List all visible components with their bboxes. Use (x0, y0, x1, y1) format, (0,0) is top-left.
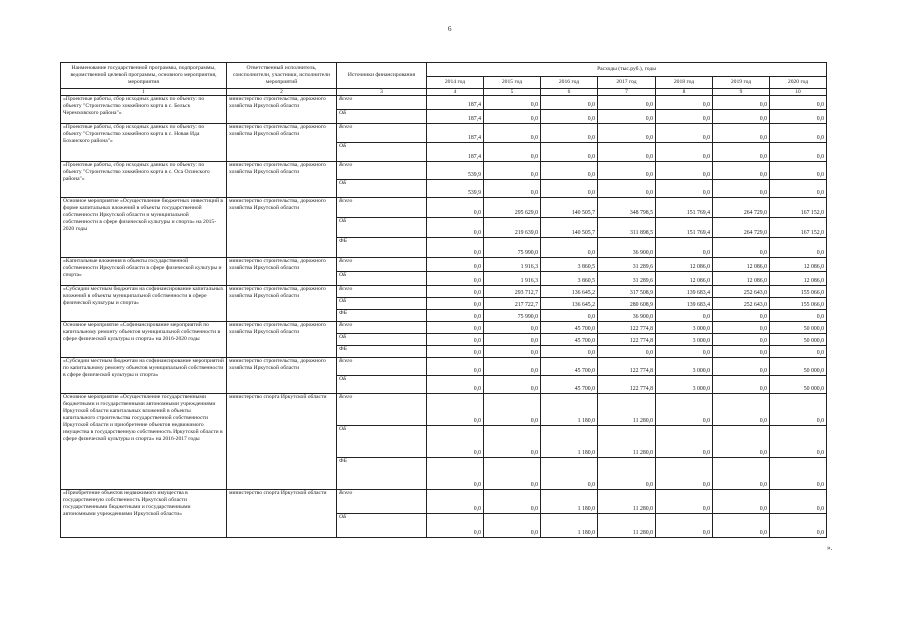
executor-cell: министерство строительства, дорожного хозяйства Иркутской области (227, 322, 337, 358)
amount-cell: 31 289,6 (598, 258, 656, 272)
amount-cell: 0,0 (713, 310, 770, 322)
amount-cell: 0,0 (770, 514, 827, 538)
program-name-cell: «Капитальные вложения в объекты государственной собственности Иркутской области в сфере физической культуры и спорта» (61, 258, 227, 286)
amount-cell: 0,0 (770, 394, 827, 426)
amount-cell: 12 086,0 (770, 258, 827, 272)
funding-source-cell: ОБ (337, 143, 427, 162)
amount-cell: 12 086,0 (713, 272, 770, 286)
amount-cell: 539,9 (427, 180, 484, 198)
amount-cell: 0,0 (484, 96, 541, 110)
executor-cell: министерство строительства, дорожного хозяйства Иркутской области (227, 96, 337, 124)
program-name-cell: «Проектные работы, сбор исходных данных по объекту: по объекту "Строительство хоккейного корта в с. Оса Осинского района"» (61, 162, 227, 198)
trailing-quote-mark: ». (827, 544, 833, 552)
amount-cell: 0,0 (427, 258, 484, 272)
table-row (61, 258, 827, 272)
funding-source-cell: Всего (337, 490, 427, 514)
funding-source-cell: Всего (337, 124, 427, 143)
amount-cell: 252 643,0 (713, 298, 770, 310)
amount-cell: 11 280,0 (598, 426, 656, 458)
table-row (61, 322, 827, 334)
amount-cell: 0,0 (598, 346, 656, 358)
amount-cell: 0,0 (427, 322, 484, 334)
program-name-cell: «Субсидии местным бюджетам на софинансирование мероприятий по капитальному ремонту объектов муниципальной собственности в сфере физической культуры и спорта» (61, 358, 227, 394)
amount-cell: 0,0 (541, 143, 598, 162)
funding-source-cell: ФБ (337, 346, 427, 358)
column-index: 1 (61, 89, 227, 96)
amount-cell: 187,4 (427, 96, 484, 110)
amount-cell: 539,9 (427, 162, 484, 180)
amount-cell: 0,0 (541, 238, 598, 258)
amount-cell: 45 700,0 (541, 358, 598, 376)
amount-cell: 0,0 (656, 490, 713, 514)
amount-cell: 0,0 (713, 426, 770, 458)
funding-source-cell: ОБ (337, 110, 427, 124)
amount-cell: 11 280,0 (598, 514, 656, 538)
program-name-cell: «Проектные работы, сбор исходных данных по объекту: по объекту "Строительство хоккейного корта в с. Новая Ида Боханского района"» (61, 124, 227, 162)
amount-cell: 0,0 (427, 394, 484, 426)
amount-cell: 0,0 (541, 96, 598, 110)
amount-cell: 0,0 (770, 162, 827, 180)
amount-cell: 50 000,0 (770, 358, 827, 376)
funding-source-cell: ОБ (337, 334, 427, 346)
funding-source-cell: Всего (337, 258, 427, 272)
amount-cell: 0,0 (541, 310, 598, 322)
header-year: 2017 год (598, 77, 656, 89)
funding-source-cell: Всего (337, 322, 427, 334)
amount-cell: 0,0 (713, 458, 770, 490)
amount-cell: 0,0 (541, 162, 598, 180)
program-name-cell: Основное мероприятие «Осуществление государственными бюджетными и государственными автономными учреждениями Иркутской области капитальных вложений в объекты капитального строительства государственной собственности Иркутской области и приобретение объектов недвижимого имущества в государственную собственность Иркутской области в сфере физической культуры и спорта» на 2016-2017 годы (61, 394, 227, 490)
funding-source-cell: Всего (337, 286, 427, 298)
amount-cell: 11 280,0 (598, 394, 656, 426)
executor-cell: министерство спорта Иркутской области (227, 394, 337, 490)
table-row (61, 96, 827, 110)
amount-cell: 0,0 (598, 143, 656, 162)
amount-cell: 0,0 (713, 376, 770, 394)
amount-cell: 151 769,4 (656, 198, 713, 218)
amount-cell: 155 066,0 (770, 298, 827, 310)
funding-source-cell: ОБ (337, 514, 427, 538)
amount-cell: 3 000,0 (656, 358, 713, 376)
amount-cell: 0,0 (484, 376, 541, 394)
amount-cell: 0,0 (541, 346, 598, 358)
amount-cell: 136 645,2 (541, 298, 598, 310)
header-expenses: Расходы (тыс.руб.), годы (427, 63, 827, 77)
amount-cell: 0,0 (713, 124, 770, 143)
amount-cell: 0,0 (484, 162, 541, 180)
funding-source-cell: ОБ (337, 298, 427, 310)
amount-cell: 0,0 (541, 110, 598, 124)
amount-cell: 0,0 (427, 272, 484, 286)
amount-cell: 3 000,0 (656, 322, 713, 334)
amount-cell: 50 000,0 (770, 376, 827, 394)
amount-cell: 0,0 (713, 96, 770, 110)
amount-cell: 122 774,8 (598, 358, 656, 376)
amount-cell: 140 505,7 (541, 218, 598, 238)
amount-cell: 0,0 (713, 346, 770, 358)
amount-cell: 3 860,5 (541, 272, 598, 286)
amount-cell: 0,0 (598, 96, 656, 110)
amount-cell: 0,0 (541, 124, 598, 143)
amount-cell: 140 505,7 (541, 198, 598, 218)
amount-cell: 187,4 (427, 124, 484, 143)
executor-cell: министерство строительства, дорожного хозяйства Иркутской области (227, 286, 337, 322)
amount-cell: 151 769,4 (656, 218, 713, 238)
amount-cell: 0,0 (484, 346, 541, 358)
amount-cell: 50 000,0 (770, 322, 827, 334)
amount-cell: 122 774,8 (598, 376, 656, 394)
amount-cell: 0,0 (427, 514, 484, 538)
table-row (61, 198, 827, 218)
column-index: 10 (770, 89, 827, 96)
amount-cell: 0,0 (484, 514, 541, 538)
amount-cell: 1 180,0 (541, 490, 598, 514)
amount-cell: 0,0 (598, 110, 656, 124)
amount-cell: 12 086,0 (656, 272, 713, 286)
amount-cell: 12 086,0 (656, 258, 713, 272)
amount-cell: 3 860,5 (541, 258, 598, 272)
funding-source-cell: Всего (337, 358, 427, 376)
amount-cell: 0,0 (713, 394, 770, 426)
amount-cell: 0,0 (656, 346, 713, 358)
amount-cell: 0,0 (713, 180, 770, 198)
financing-table (60, 62, 827, 538)
amount-cell: 0,0 (427, 310, 484, 322)
amount-cell: 167 152,0 (770, 218, 827, 238)
amount-cell: 0,0 (484, 334, 541, 346)
header-program-name: Наименование государственной программы, подпрограммы, ведомственной целевой программы, основного мероприятия, мероприятия (61, 63, 227, 89)
header-year: 2014 год (427, 77, 484, 89)
amount-cell: 348 798,5 (598, 198, 656, 218)
amount-cell: 0,0 (656, 110, 713, 124)
amount-cell: 264 729,0 (713, 198, 770, 218)
table-row (61, 358, 827, 376)
amount-cell: 11 280,0 (598, 490, 656, 514)
amount-cell: 0,0 (770, 458, 827, 490)
amount-cell: 0,0 (770, 490, 827, 514)
program-name-cell: Основное мероприятие «Осуществление бюджетных инвестиций в форме капитальных вложений в объекты государственной собственности Иркутской области и муниципальной собственности в сфере физической культуры и спорта» на 2015-2020 годы (61, 198, 227, 258)
amount-cell: 187,4 (427, 110, 484, 124)
amount-cell: 0,0 (484, 394, 541, 426)
amount-cell: 0,0 (427, 426, 484, 458)
amount-cell: 0,0 (713, 514, 770, 538)
amount-cell: 0,0 (427, 346, 484, 358)
funding-source-cell: Всего (337, 162, 427, 180)
amount-cell: 0,0 (770, 96, 827, 110)
amount-cell: 50 000,0 (770, 334, 827, 346)
table-row (61, 162, 827, 180)
amount-cell: 0,0 (427, 218, 484, 238)
column-index: 6 (541, 89, 598, 96)
amount-cell: 0,0 (484, 358, 541, 376)
amount-cell: 295 629,0 (484, 198, 541, 218)
header-executor: Ответственный исполнитель, соисполнители, участники, исполнители мероприятий (227, 63, 337, 89)
amount-cell: 311 898,5 (598, 218, 656, 238)
amount-cell: 45 700,0 (541, 322, 598, 334)
amount-cell: 75 990,0 (484, 238, 541, 258)
amount-cell: 0,0 (541, 458, 598, 490)
executor-cell: министерство строительства, дорожного хозяйства Иркутской области (227, 198, 337, 258)
amount-cell: 0,0 (656, 143, 713, 162)
program-name-cell: «Субсидии местным бюджетам на софинансирование капитальных вложений в объекты муниципальной собственности в сфере физической культуры и спорта» (61, 286, 227, 322)
amount-cell: 0,0 (713, 322, 770, 334)
funding-source-cell: Всего (337, 96, 427, 110)
amount-cell: 0,0 (770, 180, 827, 198)
amount-cell: 31 289,6 (598, 272, 656, 286)
amount-cell: 0,0 (427, 198, 484, 218)
amount-cell: 0,0 (427, 298, 484, 310)
amount-cell: 0,0 (484, 124, 541, 143)
amount-cell: 3 000,0 (656, 376, 713, 394)
funding-source-cell: ФБ (337, 238, 427, 258)
amount-cell: 219 639,0 (484, 218, 541, 238)
column-index: 8 (656, 89, 713, 96)
table-row (61, 490, 827, 514)
amount-cell: 0,0 (598, 458, 656, 490)
amount-cell: 45 700,0 (541, 334, 598, 346)
table-row (61, 394, 827, 426)
page-number: 6 (448, 25, 452, 33)
amount-cell: 167 152,0 (770, 198, 827, 218)
column-index: 9 (713, 89, 770, 96)
amount-cell: 36 900,0 (598, 310, 656, 322)
amount-cell: 1 180,0 (541, 514, 598, 538)
column-index: 4 (427, 89, 484, 96)
amount-cell: 0,0 (770, 426, 827, 458)
amount-cell: 0,0 (427, 376, 484, 394)
amount-cell: 0,0 (713, 490, 770, 514)
executor-cell: министерство строительства, дорожного хозяйства Иркутской области (227, 258, 337, 286)
amount-cell: 139 683,4 (656, 286, 713, 298)
amount-cell: 0,0 (713, 110, 770, 124)
amount-cell: 0,0 (656, 426, 713, 458)
financing-table-container (60, 62, 826, 538)
table-row (61, 124, 827, 143)
funding-source-cell: ОБ (337, 376, 427, 394)
amount-cell: 0,0 (598, 162, 656, 180)
amount-cell: 0,0 (713, 358, 770, 376)
amount-cell: 0,0 (656, 180, 713, 198)
amount-cell: 0,0 (427, 490, 484, 514)
amount-cell: 0,0 (770, 346, 827, 358)
funding-source-cell: ОБ (337, 272, 427, 286)
amount-cell: 0,0 (427, 286, 484, 298)
amount-cell: 0,0 (484, 322, 541, 334)
column-index: 7 (598, 89, 656, 96)
funding-source-cell: ФБ (337, 310, 427, 322)
amount-cell: 0,0 (484, 110, 541, 124)
amount-cell: 12 086,0 (770, 272, 827, 286)
executor-cell: министерство строительства, дорожного хозяйства Иркутской области (227, 124, 337, 162)
amount-cell: 122 774,8 (598, 322, 656, 334)
amount-cell: 0,0 (656, 238, 713, 258)
amount-cell: 0,0 (484, 143, 541, 162)
header-year: 2016 год (541, 77, 598, 89)
amount-cell: 0,0 (541, 180, 598, 198)
amount-cell: 1 180,0 (541, 394, 598, 426)
program-name-cell: «Проектные работы, сбор исходных данных по объекту: по объекту "Строительство хоккейного корта в с. Бельск Черемховского района"» (61, 96, 227, 124)
amount-cell: 0,0 (770, 238, 827, 258)
amount-cell: 0,0 (713, 238, 770, 258)
column-index: 5 (484, 89, 541, 96)
amount-cell: 155 066,0 (770, 286, 827, 298)
amount-cell: 0,0 (427, 238, 484, 258)
amount-cell: 293 712,7 (484, 286, 541, 298)
amount-cell: 36 900,0 (598, 238, 656, 258)
executor-cell: министерство спорта Иркутской области (227, 490, 337, 538)
amount-cell: 0,0 (770, 143, 827, 162)
amount-cell: 0,0 (484, 426, 541, 458)
amount-cell: 0,0 (656, 124, 713, 143)
amount-cell: 0,0 (770, 110, 827, 124)
amount-cell: 12 086,0 (713, 258, 770, 272)
amount-cell: 0,0 (427, 334, 484, 346)
amount-cell: 0,0 (656, 458, 713, 490)
amount-cell: 3 000,0 (656, 334, 713, 346)
amount-cell: 0,0 (484, 490, 541, 514)
amount-cell: 1 180,0 (541, 426, 598, 458)
amount-cell: 139 683,4 (656, 298, 713, 310)
table-row (61, 286, 827, 298)
amount-cell: 0,0 (656, 96, 713, 110)
program-name-cell: «Приобретение объектов недвижимого имущества в государственную собственность Иркутской области государственными бюджетными и государственными автономными учреждениями Иркутской области» (61, 490, 227, 538)
funding-source-cell: Всего (337, 394, 427, 426)
funding-source-cell: ОБ (337, 218, 427, 238)
header-year: 2019 год (713, 77, 770, 89)
amount-cell: 0,0 (598, 124, 656, 143)
amount-cell: 0,0 (427, 458, 484, 490)
amount-cell: 1 916,3 (484, 272, 541, 286)
amount-cell: 136 645,2 (541, 286, 598, 298)
funding-source-cell: Всего (337, 198, 427, 218)
amount-cell: 0,0 (656, 162, 713, 180)
program-name-cell: Основное мероприятие «Софинансирование мероприятий по капитальному ремонту объектов муниципальной собственности в сфере физической культуры и спорта» на 2016-2020 годы (61, 322, 227, 358)
amount-cell: 187,4 (427, 143, 484, 162)
amount-cell: 0,0 (656, 310, 713, 322)
funding-source-cell: ОБ (337, 426, 427, 458)
amount-cell: 0,0 (598, 180, 656, 198)
amount-cell: 75 990,0 (484, 310, 541, 322)
amount-cell: 317 508,9 (598, 286, 656, 298)
amount-cell: 252 643,0 (713, 286, 770, 298)
funding-source-cell: ФБ (337, 458, 427, 490)
amount-cell: 0,0 (484, 180, 541, 198)
amount-cell: 0,0 (656, 514, 713, 538)
header-funding-sources: Источники финансирования (337, 63, 427, 89)
executor-cell: министерство строительства, дорожного хозяйства Иркутской области (227, 162, 337, 198)
executor-cell: министерство строительства, дорожного хозяйства Иркутской области (227, 358, 337, 394)
column-index: 2 (227, 89, 337, 96)
amount-cell: 0,0 (713, 143, 770, 162)
amount-cell: 0,0 (656, 394, 713, 426)
header-year: 2015 год (484, 77, 541, 89)
table-body (61, 96, 827, 538)
amount-cell: 0,0 (770, 310, 827, 322)
header-year: 2020 год (770, 77, 827, 89)
amount-cell: 0,0 (713, 162, 770, 180)
amount-cell: 1 916,3 (484, 258, 541, 272)
amount-cell: 122 774,8 (598, 334, 656, 346)
amount-cell: 45 700,0 (541, 376, 598, 394)
column-index: 3 (337, 89, 427, 96)
amount-cell: 264 729,0 (713, 218, 770, 238)
amount-cell: 0,0 (427, 358, 484, 376)
amount-cell: 0,0 (770, 124, 827, 143)
header-year: 2018 год (656, 77, 713, 89)
funding-source-cell: ОБ (337, 180, 427, 198)
amount-cell: 0,0 (713, 334, 770, 346)
amount-cell: 217 722,7 (484, 298, 541, 310)
amount-cell: 0,0 (484, 458, 541, 490)
amount-cell: 280 608,9 (598, 298, 656, 310)
